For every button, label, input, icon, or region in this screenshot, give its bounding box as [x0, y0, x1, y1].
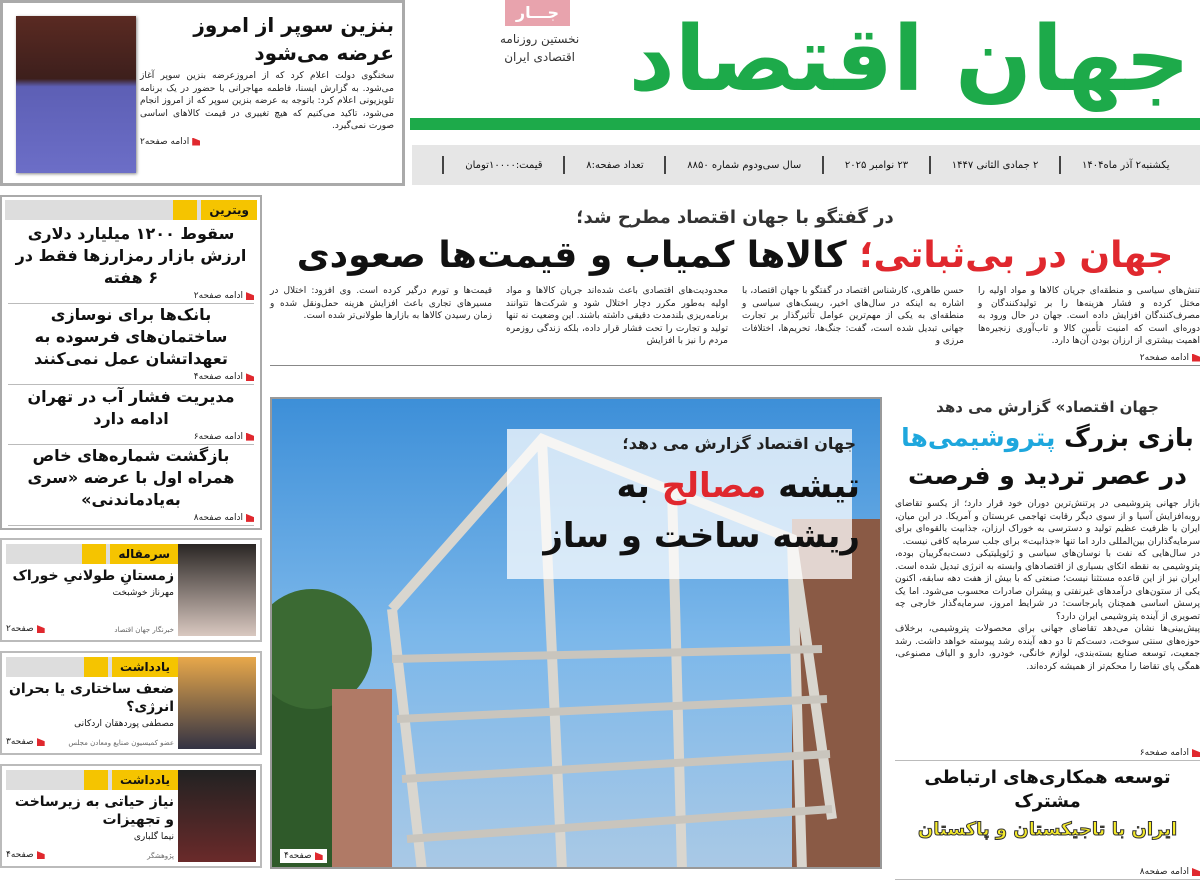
- opinion-label: یادداشت: [112, 657, 178, 677]
- continue-link[interactable]: ادامه صفحه۲: [270, 352, 1200, 366]
- page-link[interactable]: صفحه۲: [6, 623, 45, 636]
- vitrine-title: مدیریت فشار آب در تهران ادامه دارد: [27, 386, 235, 428]
- bottom-title: توسعه همکاری‌های ارتباطی مشترک: [924, 767, 1171, 812]
- continue-link[interactable]: ادامه صفحه۲: [8, 290, 254, 304]
- arrow-icon: [1192, 749, 1200, 757]
- photo-story[interactable]: [270, 397, 882, 869]
- continue-link[interactable]: ادامه صفحه۶: [8, 431, 254, 445]
- page-count: تعداد صفحه:۸: [586, 159, 644, 171]
- continue-link[interactable]: ادامه صفحه۸: [8, 512, 254, 526]
- photo-title: تیشه مصالح به ریشه ساخت و ساز: [543, 466, 860, 556]
- vitrine-title: بانک‌ها برای نوسازی ساختمان‌های فرسوده به تعهداتشان عمل نمی‌کنند: [34, 305, 228, 369]
- arrow-icon: [192, 138, 200, 146]
- vitrine-box: [0, 195, 262, 530]
- price: قیمت:۱۰۰۰۰تومان: [465, 159, 543, 171]
- petro-title: بازی بزرگ پتروشیمی‌ها در عصر تردید و فرصت: [901, 423, 1194, 490]
- author-name: مهرناز خوشبخت: [112, 588, 174, 598]
- vitrine-title: بازگشت شماره‌های خاص همراه اول با عرضه «سری به‌یادماندنی»: [27, 445, 235, 509]
- opinion-card[interactable]: [0, 538, 262, 642]
- author-role: عضو کمیسیون صنایع ومعادن مجلس: [68, 738, 174, 747]
- arrow-icon: [315, 852, 323, 860]
- lead-columns: [270, 285, 1200, 348]
- lead-kicker: در گفتگو با جهان اقتصاد مطرح شد؛: [576, 207, 894, 228]
- stamp: جـــار: [505, 0, 570, 26]
- lead-column: حسن طاهری، کارشناس اقتصاد در گفتگو با جهان اقتصاد، با اشاره به اینکه در سال‌های اخیر، ریسک‌های سیاسی و منطقه‌ای به یکی از مهم‌ترین عوامل تأثیرگذار بر تجارت جهانی تبدیل شده است، گفت: جنگ‌ها، تحریم‌ها، اختلافات مرزی و: [742, 286, 964, 346]
- author-name: نیما گلباری: [133, 832, 174, 842]
- author-photo: [178, 657, 256, 749]
- page-link[interactable]: صفحه۴: [6, 849, 45, 862]
- date-gregorian: ۲۳ نوامبر ۲۰۲۵: [844, 159, 909, 171]
- arrow-icon: [37, 625, 45, 633]
- bottom-story[interactable]: [895, 766, 1200, 880]
- arrow-icon: [246, 514, 254, 522]
- tagline: نخستین روزنامه اقتصادی ایران: [500, 32, 580, 64]
- arrow-icon: [246, 373, 254, 381]
- date-bar: [412, 145, 1200, 185]
- vitrine-title: سقوط ۱۲۰۰ میلیارد دلاری ارزش بازار رمزارزها فقط در ۶ هفته: [15, 224, 247, 288]
- opinion-title: زمستانِ طولانیِ خوراک: [12, 568, 174, 584]
- vitrine-item[interactable]: [2, 386, 260, 445]
- vitrine-item[interactable]: [2, 445, 260, 526]
- author-photo: [178, 770, 256, 862]
- lead-column: قیمت‌ها و تورم درگیر کرده است. وی افزود: اختلال در مسیرهای تجاری باعث افزایش هزینه حمل‌ونقل شده و زمان رسیدن کالاها به بازارها طولانی‌تر شده است.: [270, 286, 492, 321]
- date-persian: یکشنبه۲ آذر ماه۱۴۰۴: [1082, 159, 1170, 171]
- author-role: پژوهشگر: [147, 851, 174, 860]
- petro-story[interactable]: [895, 397, 1200, 761]
- continue-link[interactable]: ادامه صفحه۶: [895, 747, 1200, 761]
- issue-number: سال سی‌ودوم شماره ۸۸۵۰: [687, 159, 802, 171]
- page-link[interactable]: صفحه۳: [6, 736, 45, 749]
- continue-link[interactable]: ادامه صفحه۴: [8, 371, 254, 385]
- opinion-card[interactable]: [0, 651, 262, 755]
- vitrine-item[interactable]: [2, 304, 260, 385]
- top-left-story[interactable]: [0, 0, 405, 186]
- author-role: خبرنگار جهان اقتصاد: [114, 625, 174, 634]
- lead-story[interactable]: [270, 205, 1200, 391]
- arrow-icon: [246, 292, 254, 300]
- continue-link[interactable]: ادامه صفحه۸: [895, 866, 1200, 880]
- opinion-title: ضعف ساختاری یا بحران انرژی؟: [8, 681, 174, 715]
- petro-kicker: جهان اقتصاد» گزارش می دهد: [936, 398, 1159, 416]
- arrow-icon: [1192, 868, 1200, 876]
- date-hijri: ۲ جمادی الثانی ۱۴۴۷: [951, 159, 1039, 171]
- petro-body: بازار جهانی پتروشیمی در پرتنش‌ترین دوران خود قرار دارد؛ از یکسو تقاضای روبه‌افزایش آسیا و از سوی دیگر رقابت تهاجمی عربستان و آمریکا. در این میان، ایران با ظرفیت عظیم تولید و دسترسی به خوراک ارزان، جذابیت بالقوه‌ای برای سرمایه‌گذاران بین‌المللی دارد اما تنها «جذابیت» برای جلب سرمایه کافی نیست. در سال‌هایی که نفت با نوسان‌های سیاسی و ژئوپلیتیکی دست‌به‌گریبان بوده، پتروشیمی به نقطه اتکای بسیاری از اقتصادهای وابسته به انرژی تبدیل شده است. ایران نیز از این قاعده مستثنا نیست؛ صنعتی که با بیش از هفت دهه سابقه، اکنون یکی از ستون‌های درآمدهای غیرنفتی و پیشران صادرات محسوب می‌شود. اما یک پرسش اساسی همچنان پابرجاست: در شرایط امروز، سرمایه‌گذار خارجی چه تصویری از آینده پتروشیمی ایران دارد؟ پیش‌بینی‌ها نشان می‌دهد تقاضای جهانی برای محصولات پتروشیمی، برخلاف حوزه‌های سنتی سوخت، دست‌کم تا دو دهه آینده رشد پیوسته خواهد داشت. رشد جمعیت، توسعه صنایع بسته‌بندی، لوازم خانگی، خودرو، دارو و الیاف مصنوعی، همگی پای تقاضا را محکم‌تر از همیشه کرده‌اند.: [895, 499, 1200, 672]
- story-title: بنزین سوپر از امروز عرضه می‌شود: [193, 13, 394, 65]
- arrow-icon: [37, 738, 45, 746]
- opinion-card[interactable]: [0, 764, 262, 868]
- continue-link[interactable]: ادامه صفحه۲: [140, 136, 200, 149]
- author-name: مصطفی پوردهقان اردکانی: [74, 719, 174, 729]
- lead-column: تنش‌های سیاسی و منطقه‌ای جریان کالاها و مواد اولیه را مختل کرده و فشار هزینه‌ها را بر تولیدکنندگان و مصرف‌کنندگان افزایش داده است. جهان در حال ورود به دوره‌ای است که امنیت تأمین کالا و تاب‌آوری زنجیره‌ها اهمیت بیشتری از ارزان بودن آن‌ها دارد.: [978, 286, 1200, 346]
- story-body: سخنگوی دولت اعلام کرد که از امروزعرضه بنزین سوپر آغاز می‌شود. به گزارش ایسنا، فاطمه مهاجرانی با حضور در یک برنامه تلویزیونی اعلام کرد: باتوجه به عرضه بنزین سوپر که از امروز انجام می‌شود، تاکید می‌کنیم که هیچ تغییری در قیمت کالاهای اساسی صورت نمی‌گیرد.: [140, 71, 394, 131]
- arrow-icon: [1192, 354, 1200, 362]
- bottom-subtitle: ایران با تاجیکستان و پاکستان: [917, 819, 1178, 840]
- arrow-icon: [246, 433, 254, 441]
- opinion-label: یادداشت: [112, 770, 178, 790]
- lead-title: جهان در بی‌ثباتی؛ کالاها کمیاب و قیمت‌ها صعودی: [296, 235, 1174, 276]
- author-photo: [178, 544, 256, 636]
- vitrine-item[interactable]: [2, 223, 260, 304]
- photo-kicker: جهان اقتصاد گزارش می دهد؛: [622, 434, 856, 453]
- vitrine-label: ویترین: [201, 200, 257, 220]
- opinion-title: نیاز حیاتی به زیرساخت و تجهیزات: [14, 794, 174, 828]
- story-photo: [16, 16, 136, 173]
- lead-column: محدودیت‌های اقتصادی باعث شده‌اند جریان کالاها و مواد اولیه به‌طور مکرر دچار اختلال شود و شرکت‌ها نتوانند برنامه‌ریزی بلندمدت دقیقی داشته باشند. این وضعیت نه تنها تولید و تجارت را تحت فشار قرار داده، بلکه زندگی روزمره مردم را نیز با افزایش: [506, 286, 728, 346]
- arrow-icon: [37, 851, 45, 859]
- opinion-label: سرمقاله: [110, 544, 178, 564]
- continue-link[interactable]: صفحه۴: [280, 849, 327, 863]
- logo: جهان اقتصاد: [628, 7, 1190, 112]
- masthead: [410, 0, 1200, 140]
